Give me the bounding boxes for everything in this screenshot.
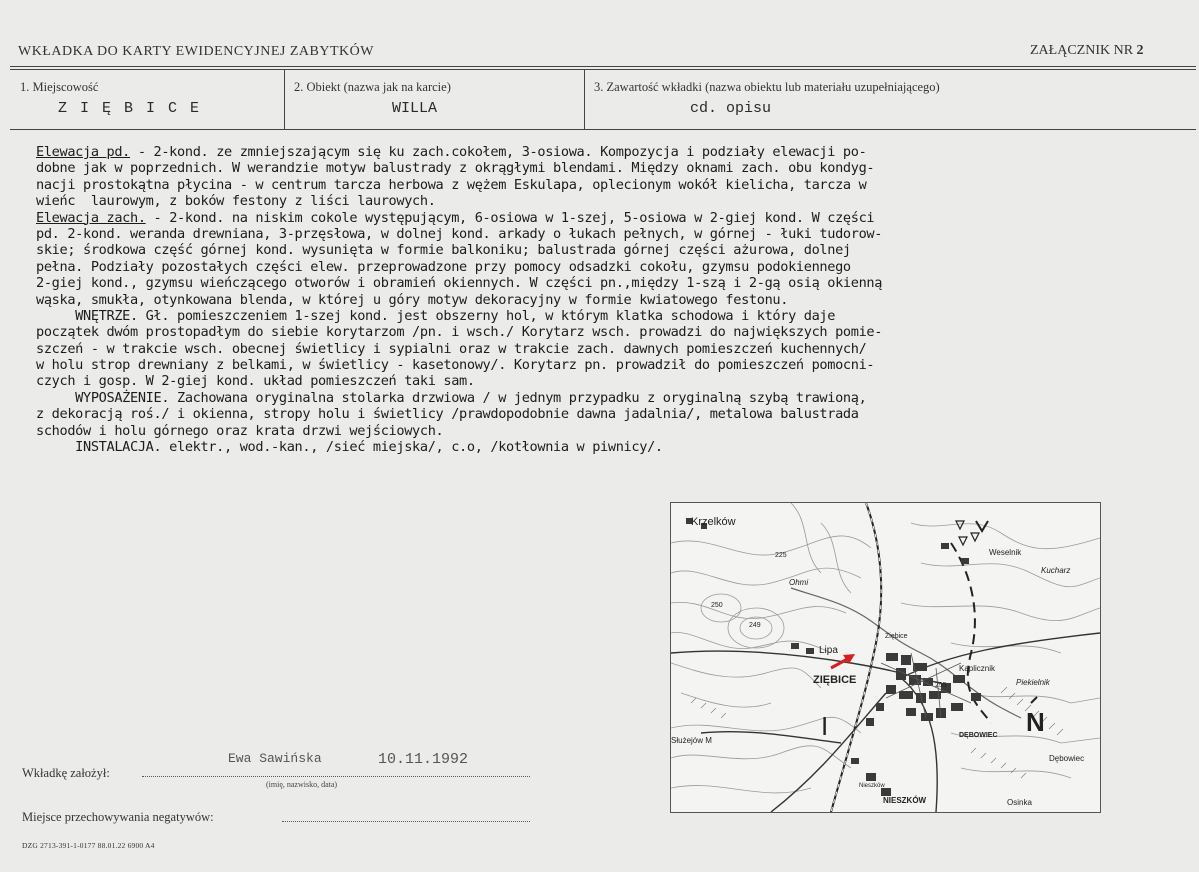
description-line: [36, 226, 1196, 242]
map-label-nieszkow: NIESZKÓW: [883, 796, 927, 805]
description-line-text: z dekoracją roś./ i okienna, stropy holu i świetlicy /prawdopodobnie dawna jadalnia/, metalowa balustrada: [36, 406, 859, 423]
map-label-ohmi: Ohmi: [789, 578, 809, 587]
location-map: [670, 502, 1101, 813]
author-dotted-line: [142, 776, 530, 777]
print-code: DZG 2713-391-1-0177 88.01.22 6900 A4: [22, 841, 155, 850]
description-line-text: - 2-kond. na niskim cokole występującym, 6-osiowa w 1-szej, 5-osiowa w 2-giej kond. W części: [145, 209, 875, 226]
map-label-krzelkow: Krzelków: [691, 516, 736, 528]
description-line: [36, 177, 1196, 193]
negatives-label: Miejsce przechowywania negatywów:: [22, 810, 214, 824]
field-divider-1: [284, 69, 285, 129]
map-height-250: 250: [711, 602, 723, 609]
negatives-dotted-line: [282, 821, 530, 822]
description-line: [36, 390, 1196, 406]
map-label-lipa: Lipa: [819, 645, 838, 656]
description-line-text: wieńc laurowym, z boków festony z liści laurowych.: [36, 193, 436, 210]
author-label: Wkładkę założył:: [22, 766, 110, 780]
description-line: [36, 324, 1196, 340]
description-text: [36, 144, 1196, 455]
description-line-text: dobne jak w poprzednich. W werandzie motyw balustrady z okrągłymi blendami. Między oknami zach. obu kondyg-: [36, 160, 875, 177]
description-line: [36, 357, 1196, 373]
map-height-225: 225: [775, 552, 787, 559]
object-value: WILLA: [392, 100, 438, 117]
description-line: [36, 259, 1196, 275]
description-line-text: INSTALACJA. elektr., wod.-kan., /sieć miejska/, c.o, /kotłownia w piwnicy/.: [36, 439, 663, 456]
author-caption: (imię, nazwisko, data): [266, 780, 338, 789]
description-line: [36, 308, 1196, 324]
railway-line: [831, 503, 881, 812]
section-heading: Elewacja pd.: [36, 144, 131, 160]
description-line-text: nacji prostokątna płycina - w centrum tarcza herbowa z wężem Eskulapa, oplecionym wokół kielicha, tarcza w: [36, 176, 867, 193]
north-arrow-icon: N: [1026, 707, 1045, 737]
description-line: [36, 160, 1196, 176]
description-line: [36, 193, 1196, 209]
field-divider-2: [584, 69, 585, 129]
description-line-text: szczeń - w trakcie wsch. obecnej świetlicy i sypialni oraz w trakcie zach. dawnych pomieszczeń kuchennych/: [36, 340, 867, 357]
map-label-weselnik: Weselnik: [989, 548, 1022, 557]
attachment-label: ZAŁĄCZNIK NR: [1030, 43, 1134, 58]
map-label-debowiec: Dębowiec: [1049, 754, 1085, 763]
object-label: 2. Obiekt (nazwa jak na karcie): [294, 80, 451, 94]
header-rule: [10, 66, 1196, 67]
map-sheet-numeral: I: [821, 711, 829, 741]
description-line-text: pełna. Podziały pozostałych części elew. przeprowadzone przy pomocy odsadzki cokołu, gzymsu podokiennego: [36, 258, 851, 275]
content-label: 3. Zawartość wkładki (nazwa obiektu lub materiału uzupełniającego): [594, 80, 940, 94]
map-label-piekielnik: Piekielnik: [1016, 678, 1050, 687]
map-label-kucharz: Kucharz: [1041, 566, 1071, 575]
fields-bottom-rule: [10, 129, 1196, 130]
description-line: [36, 423, 1196, 439]
description-line-text: początek dwóm prostopadłym do siebie korytarzom /pn. i wsch./ Korytarz wsch. prowadzi do największych pomie-: [36, 324, 883, 341]
description-line-text: czych i gosp. W 2-giej kond. układ pomieszczeń taki sam.: [36, 373, 475, 390]
description-line-text: schodów i holu górnego oraz krata drzwi wejściowych.: [36, 422, 444, 439]
description-line: [36, 242, 1196, 258]
map-label-ziebice-small: Ziębice: [885, 633, 908, 640]
content-value: cd. opisu: [690, 100, 772, 117]
description-line-text: w holu strop drewniany z belkami, w świetlicy - kasetonowy/. Korytarz pn. prowadził do pomieszczeń pomocni-: [36, 357, 875, 374]
description-line: [36, 210, 1196, 226]
map-height-249: 249: [749, 622, 761, 629]
description-line: [36, 439, 1196, 455]
description-line: [36, 144, 1196, 160]
map-label-sluzejow: Służejów M: [671, 736, 712, 745]
attachment-number: [1030, 43, 1144, 59]
locality-label: 1. Miejscowość: [20, 80, 99, 94]
description-line: [36, 275, 1196, 291]
description-line-text: pd. 2-kond. weranda drewniana, 3-przęsłowa, w dolnej kond. arkady o łukach pełnych, w górnej - łuki tudorow-: [36, 225, 883, 242]
description-line-text: WNĘTRZE. Gł. pomieszczeniem 1-szej kond. jest obszerny hol, w którym klatka schodowa i który daje: [36, 307, 836, 324]
map-label-kaplicznik: Kaplicznik: [959, 664, 996, 673]
description-line: [36, 406, 1196, 422]
description-line-text: skie; środkowa część górnej kond. wysunięta w formie balkoniku; balustrada górnej części ażurowa, dolnej: [36, 242, 851, 259]
map-height-255: 255: [935, 682, 947, 689]
map-label-ziebice: ZIĘBICE: [813, 674, 857, 686]
description-line-text: 2-giej kond., gzymsu wieńczącego otworów i obramień okiennych. W części pn.,między 1-szą i 2-gą osią okienną: [36, 275, 883, 292]
section-heading: Elewacja zach.: [36, 209, 146, 226]
author-name: Ewa Sawińska: [228, 751, 322, 766]
description-line: [36, 292, 1196, 308]
sheet-title: WKŁADKA DO KARTY EWIDENCYJNEJ ZABYTKÓW: [18, 44, 374, 59]
header-rule-2: [10, 69, 1196, 70]
author-date: 10.11.1992: [378, 751, 469, 768]
description-line-text: - 2-kond. ze zmniejszającym się ku zach.cokołem, 3-osiowa. Kompozycja i podziały elewacji po-: [130, 144, 867, 160]
locality-value: Z I Ę B I C E: [58, 100, 202, 117]
map-label-debowiec-caps: DĘBOWIEC: [959, 732, 998, 739]
description-line: [36, 373, 1196, 389]
description-line-text: WYPOSAŻENIE. Zachowana oryginalna stolarka drzwiowa / w jednym przypadku z oryginalną szybą trawioną,: [36, 389, 867, 406]
map-drawing: [671, 503, 1100, 812]
map-label-nieszkow-small: Nieszków: [859, 783, 885, 789]
map-label-osinka: Osinka: [1007, 798, 1032, 807]
attachment-number-value: 2: [1136, 43, 1144, 58]
description-line: [36, 341, 1196, 357]
description-line-text: wąska, smukła, otynkowana blenda, w której u góry motyw dekoracyjny w formie kwiatowego festonu.: [36, 291, 789, 308]
